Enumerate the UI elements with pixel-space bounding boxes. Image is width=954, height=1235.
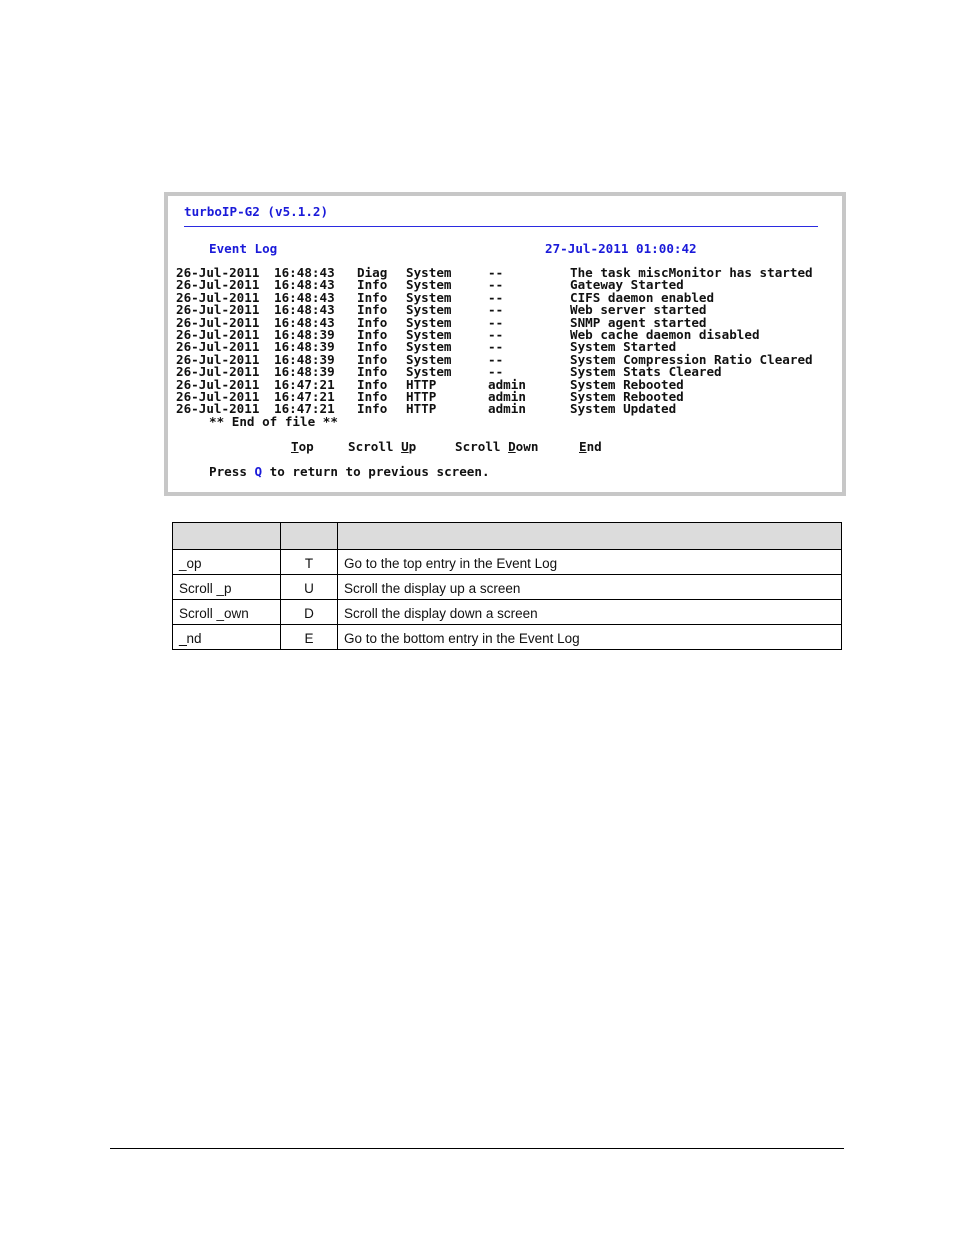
log-source: HTTP [406,401,437,417]
nav-end-hotkey: E [579,439,587,454]
log-time: 16:47:21 [274,401,335,417]
option-cell: _op [173,550,281,575]
log-source: System [406,351,452,367]
table-row [173,625,842,650]
nav-end-suffix: nd [586,439,602,454]
nav-scroll-down-prefix: Scroll [455,439,509,454]
log-level: Info [357,364,388,380]
nav-top-hotkey: T [291,439,299,454]
table-row [173,550,842,575]
return-prompt-before: Press [209,464,255,479]
log-message: The task miscMonitor has started [570,265,813,280]
option-rest: nd [186,631,202,646]
header-option [173,523,281,550]
log-user: -- [488,364,504,380]
log-source: System [406,326,452,342]
log-time: 16:48:39 [274,364,335,380]
log-message: System Updated [570,401,677,417]
table-row [173,575,842,600]
description-cell: Go to the bottom entry in the Event Log [338,625,842,650]
log-user: -- [488,339,504,355]
log-date: 26-Jul-2011 [176,277,260,293]
log-date: 26-Jul-2011 [176,265,260,280]
terminal-screenshot [164,192,846,496]
log-source: System [406,302,452,318]
option-cell: Scroll _own [173,600,281,625]
log-message: Gateway Started [570,277,684,293]
nav-scroll-up-prefix: Scroll [348,439,402,454]
log-message: System Started [570,339,677,355]
table-row [173,600,842,625]
command-key-table [172,522,842,650]
log-time: 16:47:21 [274,376,335,392]
nav-top-suffix: op [298,439,314,454]
log-user: -- [488,277,504,293]
log-user: -- [488,302,504,318]
log-source: HTTP [406,388,437,404]
nav-scroll-up-command[interactable] [348,441,416,453]
log-message: System Rebooted [570,376,684,392]
description-cell: Go to the top entry in the Event Log [338,550,842,575]
nav-end-command[interactable] [579,441,602,453]
nav-scroll-down-command[interactable] [455,441,538,453]
log-message: Web server started [570,302,707,318]
return-prompt [209,466,490,478]
option-first-char: _ [179,631,187,646]
log-level: Info [357,388,388,404]
log-date: 26-Jul-2011 [176,364,260,380]
option-cell [173,625,281,650]
log-time: 16:48:43 [274,265,335,280]
key-cell: D [281,600,338,625]
log-user: admin [488,376,526,392]
log-level: Info [357,401,388,417]
terminal-title: turboIP-G2 (v5.1.2) [184,204,329,219]
end-of-file-marker: ** End of file ** [209,414,338,429]
return-hotkey[interactable]: Q [254,464,263,479]
log-level: Info [357,277,388,293]
log-time: 16:48:43 [274,314,335,330]
log-date: 26-Jul-2011 [176,302,260,318]
screen-datetime: 27-Jul-2011 01:00:42 [545,241,697,256]
log-message: System Stats Cleared [570,364,722,380]
log-user: -- [488,265,504,280]
key-cell: U [281,575,338,600]
key-cell: T [281,550,338,575]
log-source: HTTP [406,376,437,392]
log-date: 26-Jul-2011 [176,289,260,305]
log-source: System [406,277,452,293]
nav-scroll-up-hotkey: U [401,439,409,454]
log-message: SNMP agent started [570,314,707,330]
footer-divider [110,1148,844,1149]
event-log-list [176,265,813,417]
log-time: 16:48:43 [274,302,335,318]
description-cell: Scroll the display up a screen [338,575,842,600]
log-time: 16:48:39 [274,326,335,342]
log-message: System Rebooted [570,388,684,404]
key-cell: E [281,625,338,650]
log-date: 26-Jul-2011 [176,326,260,342]
description-cell: Scroll the display down a screen [338,600,842,625]
title-divider [184,226,818,227]
log-user: -- [488,289,504,305]
log-user: admin [488,401,526,417]
log-date: 26-Jul-2011 [176,351,260,367]
nav-scroll-down-hotkey: D [508,439,516,454]
screen-heading: Event Log [209,241,278,256]
option-cell: Scroll _p [173,575,281,600]
log-level: Info [357,376,388,392]
log-level: Info [357,326,388,342]
log-time: 16:47:21 [274,388,335,404]
log-level: Info [357,351,388,367]
log-message: CIFS daemon enabled [570,289,715,305]
log-date: 26-Jul-2011 [176,388,260,404]
log-level: Diag [357,265,388,280]
nav-scroll-down-suffix: own [515,439,539,454]
log-level: Info [357,289,388,305]
header-description [338,523,842,550]
log-source: System [406,314,452,330]
log-time: 16:48:43 [274,277,335,293]
log-user: -- [488,351,504,367]
terminal-screen [168,196,842,492]
table-header-row [173,523,842,550]
log-date: 26-Jul-2011 [176,339,260,355]
log-source: System [406,339,452,355]
log-source: System [406,265,452,280]
log-level: Info [357,339,388,355]
log-message: System Compression Ratio Cleared [570,351,813,367]
log-message: Web cache daemon disabled [570,326,760,342]
nav-top-command[interactable] [291,441,314,453]
log-time: 16:48:39 [274,351,335,367]
log-level: Info [357,302,388,318]
log-time: 16:48:43 [274,289,335,305]
nav-scroll-up-suffix: p [408,439,417,454]
log-source: System [406,364,452,380]
log-date: 26-Jul-2011 [176,314,260,330]
log-date: 26-Jul-2011 [176,376,260,392]
log-source: System [406,289,452,305]
return-prompt-after: to return to previous screen. [262,464,490,479]
header-key [281,523,338,550]
log-user: admin [488,388,526,404]
log-time: 16:48:39 [274,339,335,355]
log-date: 26-Jul-2011 [176,401,260,417]
log-level: Info [357,314,388,330]
log-user: -- [488,326,504,342]
log-user: -- [488,314,504,330]
